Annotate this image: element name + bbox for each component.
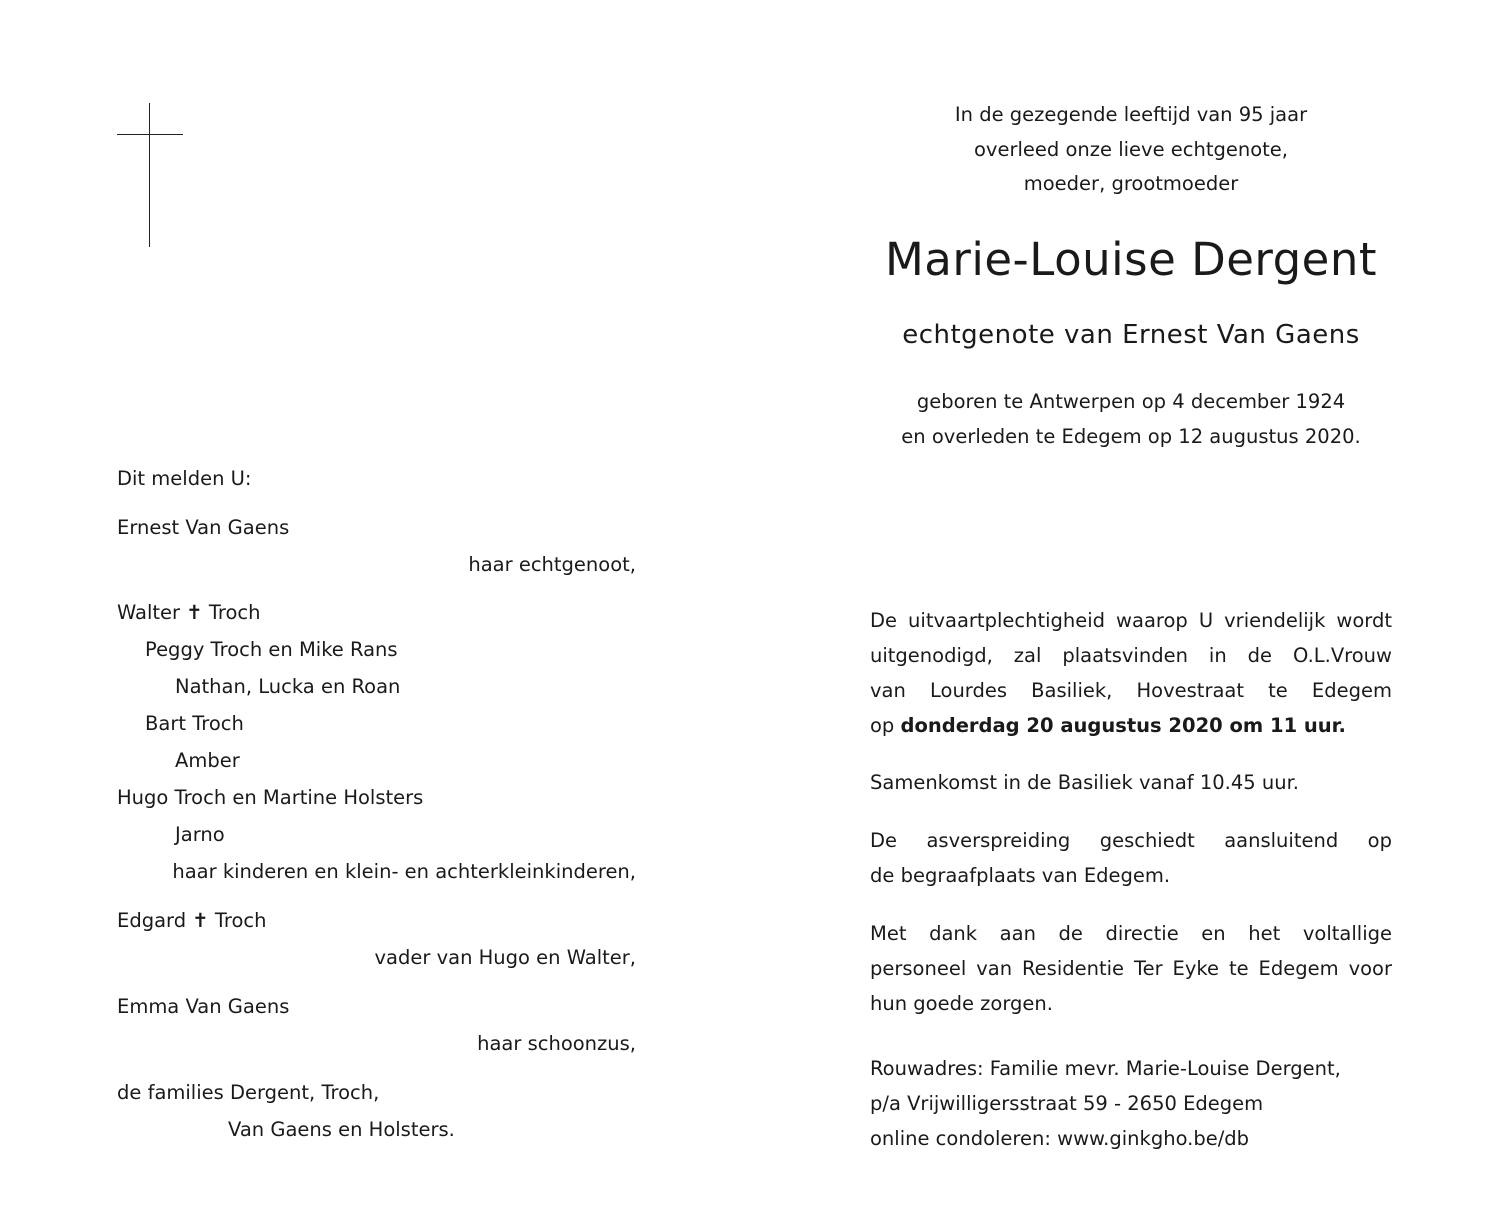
cross-icon [117,103,183,247]
contact-address-name: Rouwadres: Familie mevr. Marie-Louise Dergent, [870,1057,1341,1080]
thanks-paragraph [870,916,1392,1021]
mourner-amber: Amber [175,749,240,772]
mourner-nathan: Nathan, Lucka en Roan [175,675,401,698]
ceremony-line-2: uitgenodigd, zal plaatsvinden in de O.L.Vrouw [870,644,1392,667]
thanks-line-2: personeel van Residentie Ter Eyke te Edegem voor [870,957,1392,980]
announcement-intro: Dit melden U: [117,467,252,490]
ceremony-line-4 [870,708,1392,743]
contact-address-street: p/a Vrijwilligersstraat 59 - 2650 Edegem [870,1092,1264,1115]
ceremony-line-1: De uitvaartplechtigheid waarop U vriendelijk wordt [870,609,1392,632]
mourner-edgard [117,909,267,932]
birth-line: geboren te Antwerpen op 4 december 1924 [916,390,1346,413]
header-line-3: moeder, grootmoeder [1023,172,1239,195]
role-sister-in-law: haar schoonzus, [477,1032,636,1055]
mourner-walter-last: Troch [208,601,261,624]
ceremony-date-prefix: op [870,714,901,737]
contact-block [870,1051,1392,1156]
mourner-hugo: Hugo Troch en Martine Holsters [117,786,424,809]
families-line-1: de families Dergent, Troch, [117,1081,380,1104]
mourner-walter [117,601,260,624]
role-children: haar kinderen en klein- en achterkleinkinderen, [172,860,636,883]
deceased-name: Marie-Louise Dergent [884,233,1378,286]
mourner-jarno: Jarno [175,823,225,846]
spouse-line: echtgenote van Ernest Van Gaens [902,320,1360,350]
role-father: vader van Hugo en Walter, [374,946,636,969]
thanks-line-3: hun goede zorgen. [870,992,1053,1015]
mourner-emma: Emma Van Gaens [117,995,290,1018]
mourner-walter-first: Walter [117,601,181,624]
ash-line-1: De asverspreiding geschiedt aansluitend op [870,829,1392,852]
deceased-cross-icon: ✝ [192,909,209,932]
death-line: en overleden te Edegem op 12 augustus 2020. [901,425,1361,448]
mourner-peggy: Peggy Troch en Mike Rans [145,638,398,661]
families-line-2: Van Gaens en Holsters. [228,1118,455,1141]
mourner-edgard-first: Edgard [117,909,187,932]
ceremony-line-3: van Lourdes Basiliek, Hovestraat te Edegem [870,679,1392,702]
ash-scattering-paragraph [870,823,1392,893]
contact-condolence-link[interactable]: online condoleren: www.ginkgho.be/db [870,1127,1250,1150]
gathering-line: Samenkomst in de Basiliek vanaf 10.45 uur. [870,771,1300,794]
ceremony-date: donderdag 20 augustus 2020 om 11 uur. [900,714,1346,737]
thanks-line-1: Met dank aan de directie en het voltallige [870,922,1392,945]
ceremony-paragraph [870,603,1392,743]
header-line-2: overleed onze lieve echtgenote, [974,138,1288,161]
mourner-ernest: Ernest Van Gaens [117,516,290,539]
header-line-1: In de gezegende leeftijd van 95 jaar [954,103,1308,126]
mourner-edgard-last: Troch [214,909,267,932]
ash-line-2: de begraafplaats van Edegem. [870,864,1171,887]
gathering-paragraph [870,765,1392,800]
role-husband: haar echtgenoot, [468,553,636,576]
deceased-cross-icon: ✝ [186,601,203,624]
mourner-bart: Bart Troch [145,712,244,735]
